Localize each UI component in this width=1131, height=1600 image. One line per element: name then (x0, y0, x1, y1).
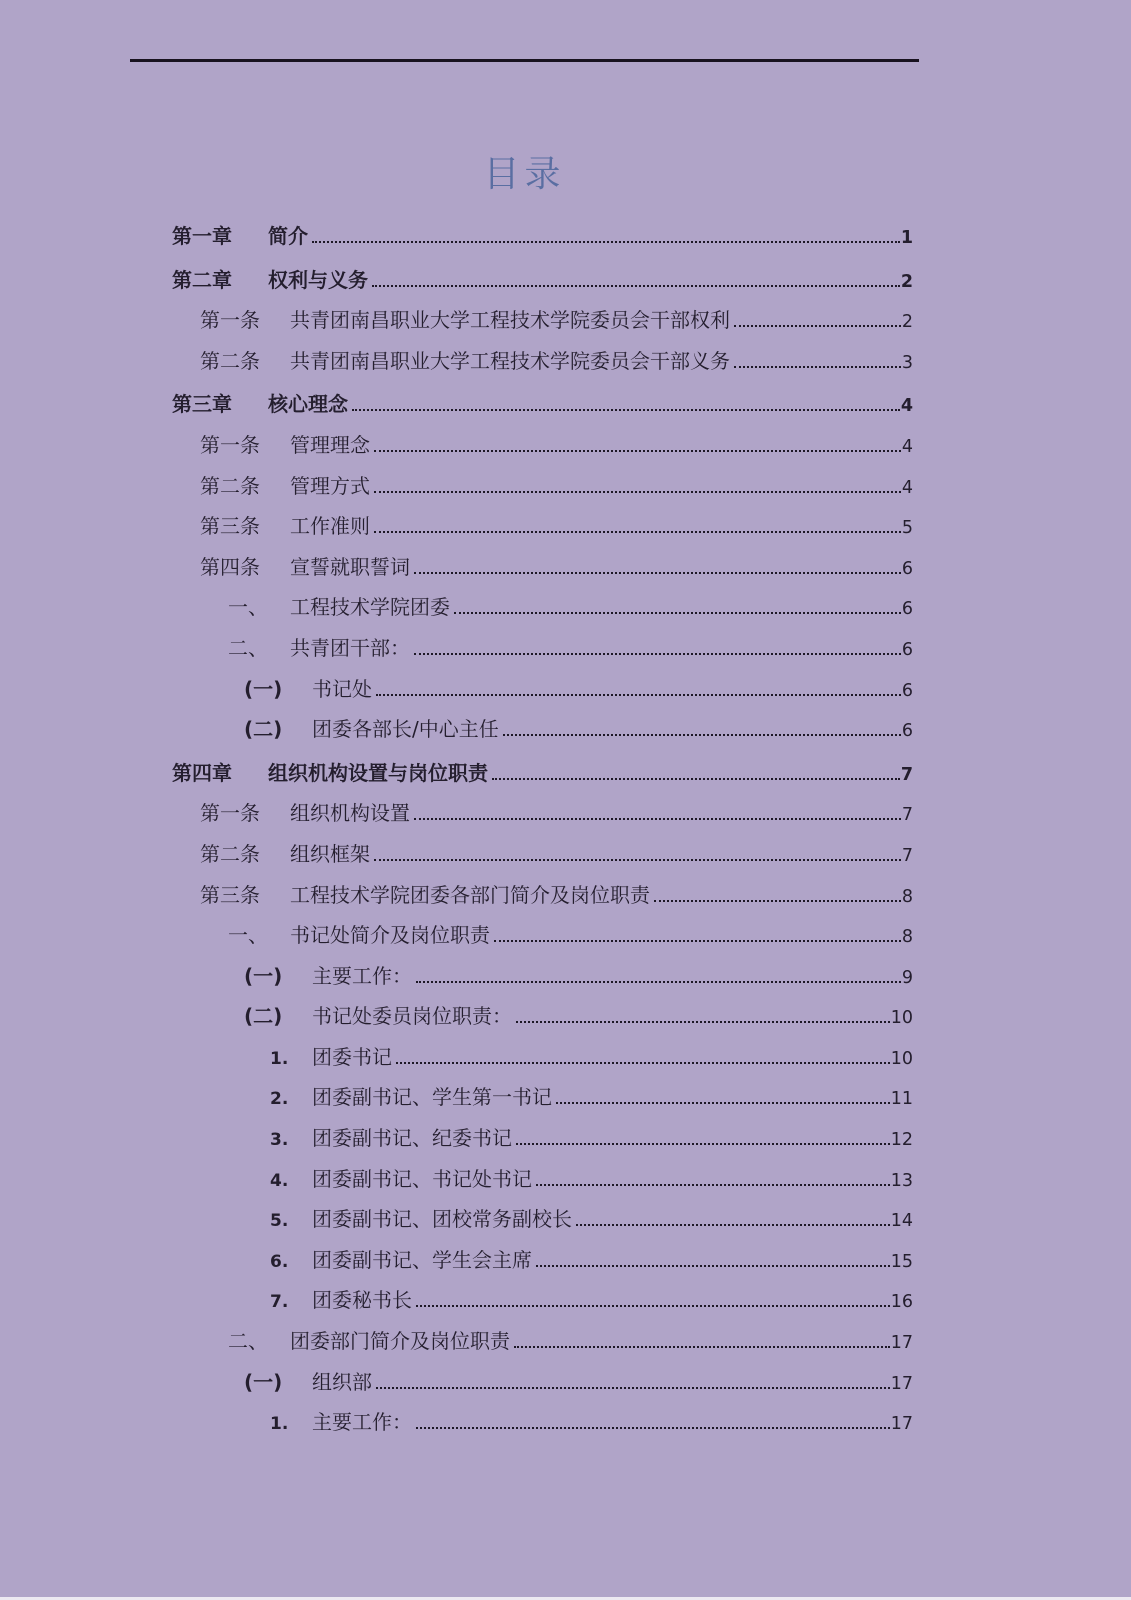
dot-leader (376, 1370, 890, 1388)
dot-leader (556, 1086, 890, 1104)
toc-entry-title: 团委书记 (312, 1044, 392, 1069)
toc-entry-page: 6 (901, 639, 913, 660)
toc-entry-title: 团委副书记、团校常务副校长 (312, 1207, 572, 1232)
toc-entry-page: 16 (890, 1292, 913, 1313)
toc-entry[interactable] (130, 990, 919, 1031)
toc-entry-title: 主要工作： (312, 1410, 412, 1435)
toc-entry-title: 书记处 (312, 676, 372, 701)
dot-leader (374, 434, 901, 452)
toc-entry-page: 13 (890, 1170, 913, 1191)
toc-entry-label: 二、 (228, 635, 268, 660)
toc-entry-label: (二) (244, 1004, 283, 1029)
dot-leader (414, 802, 901, 820)
toc-entry-label: 5. (270, 1211, 289, 1232)
dot-leader (416, 1289, 890, 1307)
toc-entry-label: 二、 (228, 1329, 268, 1354)
toc-entry-label: 2. (270, 1089, 289, 1110)
toc-entry-page: 6 (901, 599, 913, 620)
toc-entry-page: 5 (901, 518, 913, 539)
toc-entry-page: 8 (901, 927, 913, 948)
toc-entry-title: 团委副书记、纪委书记 (312, 1126, 512, 1151)
toc-entry-label: 第四条 (200, 554, 260, 579)
toc-entry[interactable] (130, 1112, 919, 1153)
toc-entry[interactable] (130, 828, 919, 869)
toc-entry-title: 核心理念 (268, 392, 348, 417)
toc-entry-page: 7 (901, 845, 913, 866)
toc-entry-title: 工程技术学院团委各部门简介及岗位职责 (290, 882, 650, 907)
toc-entry-page: 6 (901, 680, 913, 701)
toc-entry[interactable] (130, 378, 919, 419)
toc-entry-label: (二) (244, 717, 283, 742)
toc-entry-label: 1. (270, 1048, 289, 1069)
dot-leader (576, 1208, 890, 1226)
dot-leader (376, 677, 901, 695)
dot-leader (536, 1167, 890, 1185)
toc-entry[interactable] (130, 1234, 919, 1275)
toc-entry-title: 书记处简介及岗位职责 (290, 923, 490, 948)
toc-entry-page: 4 (901, 477, 913, 498)
toc-entry-label: 第一条 (200, 801, 260, 826)
toc-entry-page: 10 (890, 1048, 913, 1069)
toc-entry-label: (一) (244, 1369, 283, 1394)
top-rule-divider (130, 59, 919, 62)
toc-entry-title: 团委部门简介及岗位职责 (290, 1329, 510, 1354)
toc (130, 210, 919, 1437)
toc-entry[interactable] (130, 1274, 919, 1315)
toc-entry-title: 组织框架 (290, 841, 370, 866)
toc-entry-label: 1. (270, 1414, 289, 1435)
toc-entry[interactable] (130, 335, 919, 376)
dot-leader (416, 964, 901, 982)
toc-entry-page: 12 (890, 1130, 913, 1151)
dot-leader (374, 474, 901, 492)
toc-entry-page: 4 (901, 436, 913, 457)
toc-entry-title: 工程技术学院团委 (290, 595, 450, 620)
toc-entry-page: 14 (890, 1211, 913, 1232)
toc-entry-label: 7. (270, 1292, 289, 1313)
toc-entry-label: 第二条 (200, 348, 260, 373)
dot-leader (654, 883, 901, 901)
toc-entry-title: 共青团南昌职业大学工程技术学院委员会干部权利 (290, 308, 730, 333)
toc-entry-title: 团委秘书长 (312, 1288, 412, 1313)
toc-entry-page: 2 (901, 312, 913, 333)
toc-entry-title: 团委副书记、学生会主席 (312, 1247, 532, 1272)
dot-leader (454, 596, 901, 614)
toc-entry-title: 简介 (268, 224, 308, 248)
toc-entry-page: 17 (890, 1333, 913, 1354)
toc-entry-page: 7 (901, 805, 913, 826)
dot-leader (372, 268, 900, 286)
dot-leader (516, 1127, 890, 1145)
dot-leader (494, 924, 901, 942)
toc-entry-label: 第四章 (172, 760, 232, 785)
toc-entry-title: 管理理念 (290, 432, 370, 457)
toc-entry-label: 3. (270, 1130, 289, 1151)
toc-entry-label: 一、 (228, 595, 268, 620)
toc-entry[interactable] (130, 460, 919, 501)
toc-entry-label: 第一章 (172, 224, 232, 248)
dot-leader (374, 843, 901, 861)
dot-leader (312, 225, 900, 243)
dot-leader (514, 1330, 890, 1348)
toc-entry-label: 第三条 (200, 514, 260, 539)
toc-entry-title: 管理方式 (290, 473, 370, 498)
toc-entry[interactable] (130, 1153, 919, 1194)
toc-entry[interactable] (130, 541, 919, 582)
toc-entry[interactable] (130, 1356, 919, 1397)
dot-leader (734, 349, 901, 367)
toc-entry-page: 15 (890, 1251, 913, 1272)
toc-entry-label: 6. (270, 1251, 289, 1272)
toc-entry-page: 8 (901, 886, 913, 907)
toc-entry-label: 第三章 (172, 392, 232, 417)
toc-entry[interactable] (130, 869, 919, 910)
toc-entry[interactable] (130, 663, 919, 704)
toc-entry[interactable] (130, 1193, 919, 1234)
toc-entry-page: 11 (890, 1089, 913, 1110)
toc-entry-page: 2 (900, 271, 913, 292)
toc-entry[interactable] (130, 622, 919, 663)
toc-entry-page: 17 (890, 1414, 913, 1435)
dot-leader (516, 1005, 890, 1023)
toc-entry-title: 共青团干部： (290, 635, 410, 660)
toc-entry-title: 权利与义务 (268, 267, 368, 292)
toc-entry[interactable] (130, 950, 919, 991)
toc-entry[interactable] (130, 787, 919, 828)
toc-entry-label: 第一条 (200, 308, 260, 333)
toc-entry-label: 一、 (228, 923, 268, 948)
dot-leader (352, 393, 900, 411)
toc-entry-page: 17 (890, 1373, 913, 1394)
toc-entry-title: 团委副书记、学生第一书记 (312, 1085, 552, 1110)
dot-leader (414, 637, 901, 655)
toc-entry-title: 共青团南昌职业大学工程技术学院委员会干部义务 (290, 348, 730, 373)
dot-leader (414, 555, 901, 573)
toc-entry-page: 7 (900, 764, 913, 785)
toc-entry-title: 宣誓就职誓词 (290, 554, 410, 579)
dot-leader (396, 1045, 890, 1063)
toc-entry-title: 团委副书记、书记处书记 (312, 1166, 532, 1191)
dot-leader (734, 309, 901, 327)
dot-leader (374, 515, 901, 533)
toc-entry-title: 组织部 (312, 1369, 372, 1394)
toc-entry-page: 6 (901, 721, 913, 742)
dot-leader (416, 1411, 890, 1429)
toc-entry-title: 组织机构设置 (290, 801, 410, 826)
toc-entry-page: 4 (900, 396, 913, 417)
page-title: 目录 (483, 154, 566, 195)
toc-entry-label: 第一条 (200, 432, 260, 457)
toc-entry[interactable] (130, 419, 919, 460)
toc-entry-label: (一) (244, 676, 283, 701)
toc-entry[interactable] (130, 500, 919, 541)
toc-entry-page: 9 (901, 967, 913, 988)
toc-entry-label: 第三条 (200, 882, 260, 907)
toc-entry-page: 6 (901, 558, 913, 579)
toc-entry-label: 第二条 (200, 473, 260, 498)
dot-leader (536, 1248, 890, 1266)
toc-entry[interactable] (130, 581, 919, 622)
toc-entry-title: 主要工作： (312, 963, 412, 988)
toc-entry[interactable] (130, 1031, 919, 1072)
toc-entry-label: 第二条 (200, 841, 260, 866)
toc-entry-page: 10 (890, 1008, 913, 1029)
toc-entry-title: 组织机构设置与岗位职责 (268, 760, 488, 785)
toc-entry-title: 书记处委员岗位职责： (312, 1004, 512, 1029)
toc-entry-page: 1 (900, 228, 913, 248)
toc-entry-title: 工作准则 (290, 514, 370, 539)
toc-entry[interactable] (130, 747, 919, 788)
toc-entry[interactable] (130, 909, 919, 950)
toc-entry[interactable] (130, 1071, 919, 1112)
toc-entry[interactable] (130, 294, 919, 335)
toc-entry[interactable] (130, 703, 919, 744)
dot-leader (503, 718, 901, 736)
toc-entry[interactable] (130, 254, 919, 295)
toc-entry-label: (一) (244, 963, 283, 988)
toc-entry-page: 3 (901, 352, 913, 373)
dot-leader (492, 761, 900, 779)
toc-entry-label: 第二章 (172, 267, 232, 292)
toc-entry-title: 团委各部长/中心主任 (312, 717, 499, 742)
toc-entry[interactable] (130, 1315, 919, 1356)
toc-entry[interactable] (130, 210, 919, 251)
toc-entry-label: 4. (270, 1170, 289, 1191)
toc-entry[interactable] (130, 1396, 919, 1437)
